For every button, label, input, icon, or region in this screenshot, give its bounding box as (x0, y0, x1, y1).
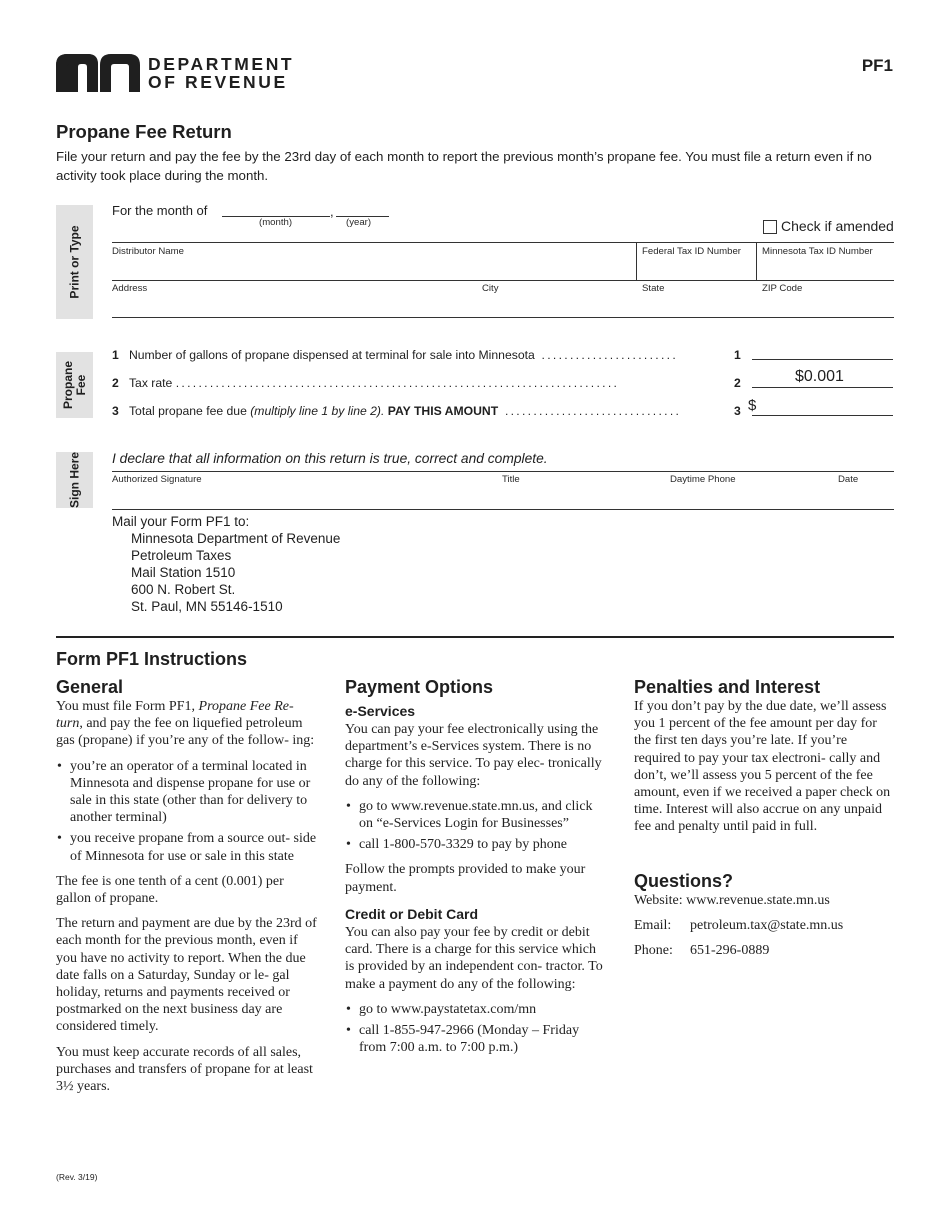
penalties-heading: Penalties and Interest (634, 677, 821, 697)
line-3-row: 3 Total propane fee due (multiply line 1 by line 2). PAY THIS AMOUNT ............................... (112, 404, 682, 418)
daytime-phone-label: Daytime Phone (670, 474, 736, 485)
form-row-divider (112, 317, 894, 318)
form-col-divider (756, 242, 757, 280)
penalties-column: If you don’t pay by the due date, we’ll assess you 1 percent of the fee amount per day for the first ten days you’re late. If you’re required to pay your tax electroni- cally and don’t, we’ll assess you 5 percent of the fee amount, even if we received a paper check on time. Interest will also accrue on any unpaid fee and penalty until paid in full. (634, 699, 891, 835)
dollar-sign: $ (748, 397, 757, 414)
month-caption: (month) (259, 217, 293, 228)
for-month-label: For the month of (112, 203, 208, 218)
line-1-number: 1 (734, 348, 741, 362)
signature-input-line[interactable] (112, 509, 894, 510)
e-services-column: You can pay your fee electronically using the department’s e-Services system. There is no charge for this service. To pay elec- tronically do any of the following: • go to www.revenue.state.mn.us, and click on “e-Services Login for Businesses” • call 1-800-570-3329 to pay by phone Follow the prompts provided to make your payment. (345, 721, 607, 904)
mn-logo-icon (56, 54, 140, 92)
page-title: Propane Fee Return (56, 121, 232, 142)
city-label: City (482, 283, 499, 294)
questions-column: Website: www.revenue.state.mn.us Email: petroleum.tax@state.mn.us Phone: 651-296-0889 (634, 893, 844, 959)
credit-card-column: You can also pay your fee by credit or debit card. There is a charge for this service which is provided by an independent con- tractor. To make a payment do any of the following: • go to www.paystatetax.com/mn • call 1-855-947-2966 (Monday – Friday from 7:00 a.m. to 7:00 p.m.) (345, 924, 607, 1064)
address-label: Address (112, 283, 148, 294)
section-separator (56, 636, 894, 638)
authorized-signature-label: Authorized Signature (112, 474, 202, 485)
form-row-divider (112, 280, 894, 281)
distributor-name-label: Distributor Name (112, 246, 184, 257)
sign-here-tab: Sign Here (56, 452, 93, 508)
mailing-address: Mail your Form PF1 to: Minnesota Department of Revenue Petroleum Taxes Mail Station 1510 600 N. Robert St. St. Paul, MN 55146-1510 (112, 514, 341, 614)
minnesota-tax-id-label: Minnesota Tax ID Number (762, 246, 873, 257)
department-of-revenue-logo-text: DEPARTMENT OF REVENUE (148, 54, 295, 92)
state-label: State (642, 283, 665, 294)
payment-options-heading: Payment Options (345, 677, 494, 697)
propane-fee-tab: Propane Fee (56, 352, 93, 418)
instructions-heading: Form PF1 Instructions (56, 649, 248, 669)
year-caption: (year) (346, 217, 372, 228)
revision-date: (Rev. 3/19) (56, 1172, 98, 1182)
form-id: PF1 (861, 56, 893, 75)
date-label: Date (838, 474, 859, 485)
line-2-row: 2 Tax rate .............................................................................. (112, 376, 620, 390)
signature-row-divider (112, 471, 894, 472)
e-services-heading: e-Services (345, 703, 416, 719)
general-heading: General (56, 677, 124, 697)
line-3-input[interactable] (752, 415, 893, 416)
line-3-number: 3 (734, 404, 741, 418)
zip-code-label: ZIP Code (762, 283, 803, 294)
form-row-divider (112, 242, 894, 243)
general-column: You must file Form PF1, Propane Fee Re- turn, and pay the fee on liquefied petroleum gas (propane) if you’re any of the follow- ing: • you’re an operator of a terminal located in Minnesota and dispense propane for use or sale in this state (other than for delivery to another terminal) • you receive propane from a source out- side of Minnesota for use or sale in this state The fee is one tenth of a cent (0.001) per gallon of propane. The return and payment are due by the 23rd of each month for the previous month, even if you have no activity to report. When the due date falls on a Saturday, Sunday or le- gal holiday, returns and payments received or postmarked on the next business day are considered timely. You must keep accurate records of all sales, purchases and transfers of propane for at least 3½ years. (56, 698, 318, 1103)
line-2-input (752, 387, 893, 388)
form-col-divider (636, 242, 637, 280)
line-1-row: 1 Number of gallons of propane dispensed at terminal for sale into Minnesota ........................ (112, 348, 679, 362)
title-label: Title (502, 474, 520, 485)
print-or-type-tab: Print or Type (56, 205, 93, 319)
questions-heading: Questions? (634, 871, 734, 891)
tax-rate-value: $0.001 (795, 368, 844, 385)
check-amended-label: Check if amended (781, 218, 894, 234)
declaration-text: I declare that all information on this return is true, correct and complete. (112, 451, 548, 466)
federal-tax-id-label: Federal Tax ID Number (642, 246, 741, 257)
line-2-number: 2 (734, 376, 741, 390)
month-year-comma: , (330, 204, 334, 219)
credit-card-heading: Credit or Debit Card (345, 906, 479, 922)
amended-checkbox[interactable] (763, 220, 777, 234)
intro-text: File your return and pay the fee by the 23rd day of each month to report the previous month’s propane fee. You must file a return even if no activity took place during the month. (56, 149, 872, 183)
line-1-input[interactable] (752, 359, 893, 360)
